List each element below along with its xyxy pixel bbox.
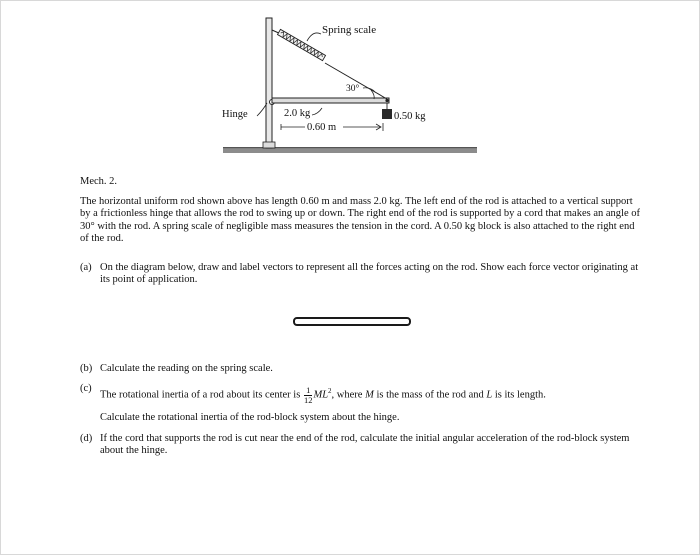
- part-c-text-mid: , where: [331, 389, 363, 401]
- var-l: L: [486, 389, 493, 401]
- rod-length-label: 0.60 m: [307, 122, 337, 133]
- vertical-support: [266, 18, 272, 148]
- var-m: M: [365, 389, 374, 401]
- problem-intro: The horizontal uniform rod shown above has length 0.60 m and mass 2.0 kg. The left end of the rod is attached to a vertical support by a frictionless hinge that allows the rod to swing up or down. The right end of the rod is supported by a cord that makes an angle of 30° with the rod. A spring scale of negligible mass measures the tension in the cord. A 0.50 kg block is also attached to the right end of the rod.: [80, 196, 640, 245]
- rod-mass-label: 2.0 kg: [284, 108, 311, 119]
- rod: [272, 98, 389, 103]
- ml2-exponent: 2: [328, 387, 332, 395]
- part-c-line2: Calculate the rotational inertia of the rod-block system about the hinge.: [100, 412, 400, 423]
- ml2-m: M: [313, 389, 323, 401]
- ground: [223, 148, 477, 153]
- part-a-label: (a): [80, 262, 92, 273]
- part-c-text-mid2: is the mass of the rod and: [376, 389, 484, 401]
- part-d-text: If the cord that supports the rod is cut near the end of the rod, calculate the initial angular acceleration of the rod-block system about the hinge.: [100, 433, 630, 457]
- part-b-text: Calculate the reading on the spring scale.: [100, 363, 273, 374]
- one-twelfth-fraction: [304, 386, 313, 405]
- part-c-text-before: The rotational inertia of a rod about its center is: [100, 389, 301, 401]
- block: [382, 109, 392, 119]
- part-d-label: (d): [80, 433, 93, 444]
- part-a-text: On the diagram below, draw and label vectors to represent all the forces acting on the rod. Show each force vector originating at its point of application.: [100, 262, 639, 286]
- problem-heading: Mech. 2.: [80, 176, 118, 187]
- part-b-label: (b): [80, 363, 93, 374]
- spring-scale-label: Spring scale: [322, 24, 377, 36]
- ml2-l: L: [322, 389, 329, 401]
- hinge-label: Hinge: [222, 109, 248, 120]
- fraction-denominator: 12: [303, 394, 313, 405]
- part-c-text: [100, 385, 640, 405]
- answer-area-bar: [293, 317, 411, 326]
- part-c-label: (c): [80, 383, 92, 394]
- fraction-numerator: 1: [304, 386, 313, 396]
- angle-label: 30°: [346, 84, 360, 94]
- block-mass-label: 0.50 kg: [394, 111, 426, 122]
- part-c-text-end: is its length.: [494, 389, 546, 401]
- spring-scale: [278, 29, 326, 60]
